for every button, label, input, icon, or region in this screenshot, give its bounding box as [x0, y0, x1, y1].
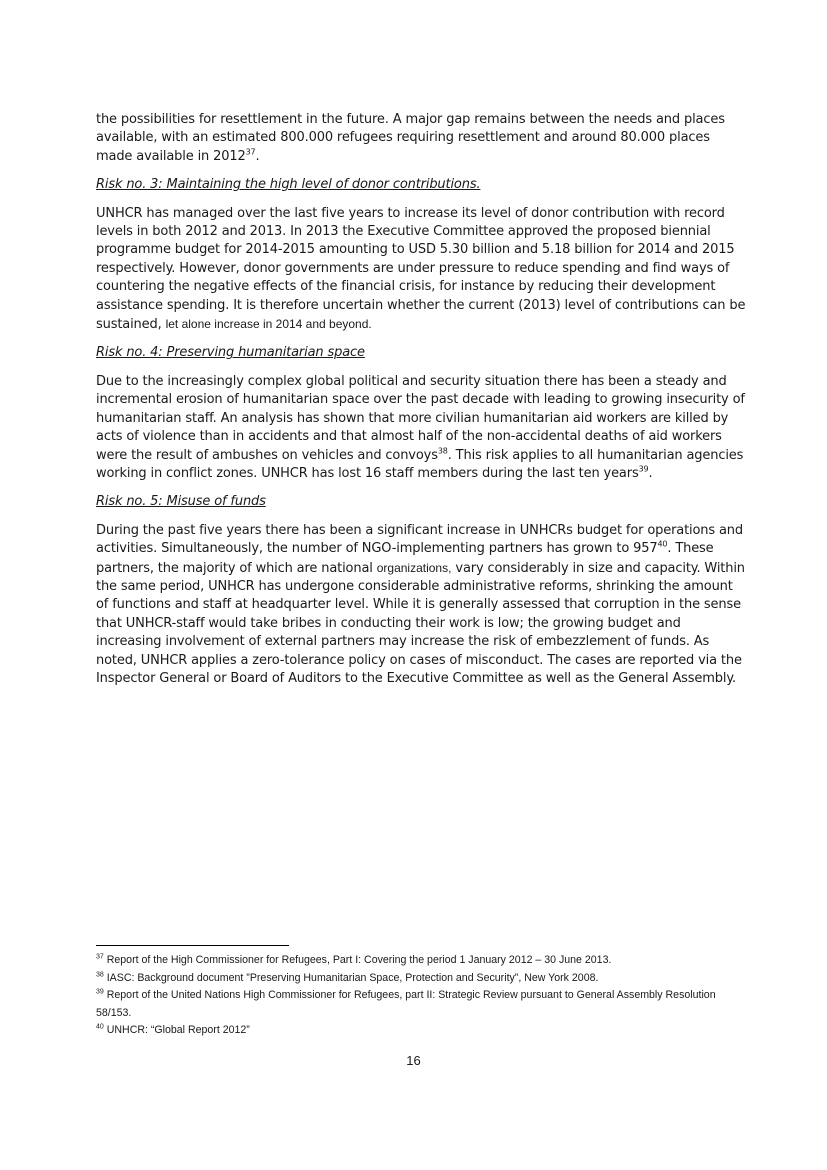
risk-3-text: UNHCR has managed over the last five years to increase its level of donor contribution with record levels in both 2012 and 2013. In 2013 the Executive Committee approved the proposed biennial programme budget for 2014-2015 amounting to USD 5.30 billion and 5.18 billion for 2014 and 2015 respectively. However, donor governments are under pressure to reduce spending and find ways of countering the negative effects of the financial crisis, for instance by reducing their development assistance spending. It is therefore uncertain whether the current (2013) level of contributions can be sustained,	[96, 205, 746, 333]
risk-3-heading: Risk no. 3: Maintaining the high level of donor contributions.	[96, 177, 481, 193]
footnote-ref-38[interactable]: 38	[437, 446, 448, 456]
footnote-number: 40	[96, 1023, 104, 1031]
risk-5-text-b: . These partners, the majority of which are national	[96, 541, 714, 576]
risk-4-end: .	[648, 465, 653, 481]
footnote-37	[96, 952, 736, 970]
footnotes	[96, 952, 736, 1040]
page-number: 16	[406, 1053, 421, 1068]
intro-paragraph	[96, 111, 746, 166]
risk-3-text-end: let alone increase in 2014 and beyond.	[165, 317, 372, 332]
risk-4-text-a: Due to the increasingly complex global political and security situation there has been a steady and incremental erosion of humanitarian space over the past decade with leading to growing insecurity of humanitarian staff. An analysis has shown that more civilian humanitarian aid workers are killed by acts of violence than in accidents and that almost half of the non-accidental deaths of aid workers were the result of ambushes on vehicles and convoys	[96, 373, 745, 463]
footnote-ref-39[interactable]: 39	[638, 464, 649, 474]
footnote-38	[96, 970, 736, 988]
risk-5-heading: Risk no. 5: Misuse of funds	[96, 494, 266, 510]
footnote-number: 39	[96, 988, 104, 996]
risk-5-text-a: During the past five years there has been a significant increase in UNHCRs budget for operations and activities. Simultaneously, the number of NGO-implementing partners has grown to 957	[96, 522, 743, 557]
footnote-separator	[96, 945, 289, 946]
footnote-text: UNHCR: “Global Report 2012”	[103, 1024, 250, 1036]
footnote-ref-37[interactable]: 37	[245, 147, 256, 157]
risk-5-paragraph	[96, 522, 746, 689]
risk-4-paragraph	[96, 373, 746, 483]
risk-3-paragraph	[96, 205, 746, 335]
footnote-number: 37	[96, 953, 104, 961]
risk-4-heading: Risk no. 4: Preserving humanitarian space	[96, 345, 365, 361]
risk-5-text-c: vary considerably in size and capacity. Within the same period, UNHCR has undergone considerable administrative reforms, shrinking the amount of functions and staff at headquarter level. While it is generally assessed that corruption in the sense that UNHCR-staff would take bribes in conducting their work is low; the growing budget and increasing involvement of external partners may increase the risk of embezzlement of funds. As noted, UNHCR applies a zero-tolerance policy on cases of misconduct. The cases are reported via the Inspector General or Board of Auditors to the Executive Committee as well as the General Assembly.	[96, 560, 745, 686]
footnote-ref-40[interactable]: 40	[657, 539, 668, 549]
footnote-40	[96, 1022, 736, 1040]
intro-text: the possibilities for resettlement in the future. A major gap remains between the needs and places available, with an estimated 800.000 refugees requiring resettlement and around 80.000 places made available in 2012	[96, 112, 725, 164]
risk-5-word-alt: organizations,	[376, 560, 452, 575]
footnote-text: Report of the High Commissioner for Refugees, Part I: Covering the period 1 January 2012 – 30 June 2013.	[103, 954, 612, 966]
footnote-text: IASC: Background document ”Preserving Humanitarian Space, Protection and Security”, New York 2008.	[103, 971, 599, 984]
risk-4-text-b: . This risk applies to all humanitarian agencies working in conflict zones. UNHCR has lost 16 staff members during the last ten years	[96, 447, 744, 481]
footnote-text: Report of the United Nations High Commissioner for Refugees, part II: Strategic Review pursuant to General Assembly Resolution 58/153.	[96, 989, 716, 1019]
intro-end: .	[255, 148, 260, 164]
body-content	[96, 111, 746, 698]
footnote-number: 38	[96, 970, 104, 978]
footnote-39	[96, 987, 736, 1022]
